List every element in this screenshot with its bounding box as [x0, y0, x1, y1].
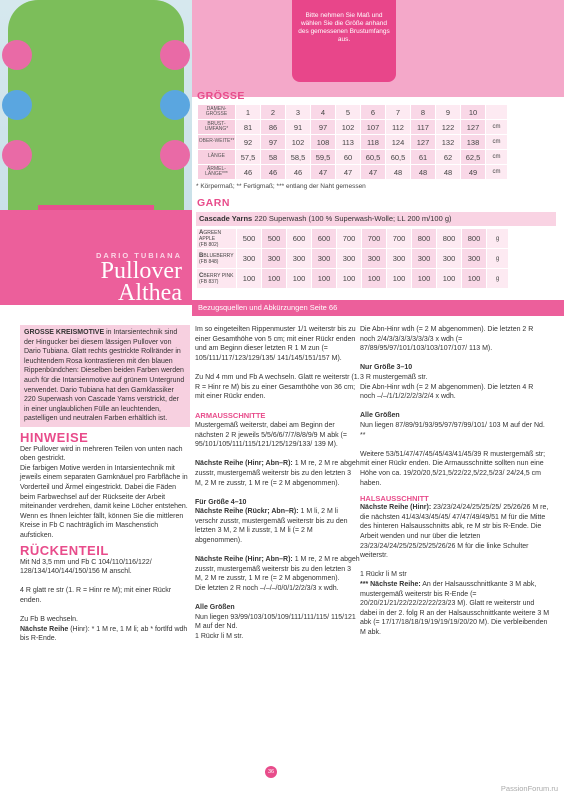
- col3-p7: [360, 580, 550, 638]
- yarn-unit: g: [487, 229, 509, 249]
- size-table: [197, 104, 508, 180]
- heading-halsausschnitt: HALSAUSSCHNITT: [360, 493, 429, 503]
- size-cell: 102: [286, 135, 311, 150]
- yarn-brand: Cascade Yarns: [199, 214, 253, 223]
- yarn-color-ref: (FB 837): [199, 278, 219, 285]
- yarn-cell: 700: [387, 229, 412, 249]
- row-instruction: An der Halsausschnittkante 3 M abk, mustergemäß weiterstr bis R-Ende (= 20/20/21/21/22/22/22/22/23/23 M). Glatt re weiterstr und dabei in der 2. folg R an der Halsausschnittkante weitere 3 M abk (= 17/17/18/18/19/19/19/19/20/20 M). Die verbleibenden M abk.: [360, 581, 550, 636]
- col3-p5: [360, 503, 550, 561]
- yarn-row: [197, 229, 509, 249]
- yarn-cell: 100: [387, 269, 412, 289]
- yarn-cell: 100: [412, 269, 437, 289]
- size-cell: 49: [461, 165, 486, 180]
- size-cell: 112: [386, 120, 411, 135]
- yarn-cell: 700: [337, 229, 362, 249]
- yarn-cell: 100: [462, 269, 487, 289]
- col2-p9: 1 Rückr li M str.: [195, 633, 244, 640]
- green-sweater-image: [8, 0, 184, 225]
- yarn-row: [197, 249, 509, 269]
- col3-size-heading-3-10: Nur Größe 3–10: [360, 364, 413, 372]
- size-unit: cm: [486, 150, 508, 165]
- size-cell: 4: [311, 105, 336, 120]
- size-cell: 118: [361, 135, 386, 150]
- column-3: [360, 325, 550, 647]
- yarn-cell: 700: [362, 229, 387, 249]
- size-cell: 8: [411, 105, 436, 120]
- size-cell: 3: [286, 105, 311, 120]
- yarn-cell: 300: [362, 249, 387, 269]
- yarn-cell: 800: [437, 229, 462, 249]
- heading-hinweise: HINWEISE: [20, 429, 89, 445]
- size-unit: cm: [486, 165, 508, 180]
- size-row-label: OBER-WEITE**: [198, 135, 236, 150]
- yarn-label: [197, 249, 237, 269]
- size-cell: 102: [336, 120, 361, 135]
- yarn-color-ref: (FB 848): [199, 258, 219, 265]
- yarn-cell: 300: [437, 249, 462, 269]
- size-row: [198, 165, 508, 180]
- size-cell: 108: [311, 135, 336, 150]
- row-instruction: (Hinr): * 1 M re, 1 M li; ab * fortlfd wdh bis R-Ende.: [20, 625, 188, 643]
- yarn-cell: 500: [262, 229, 287, 249]
- size-cell: 61: [411, 150, 436, 165]
- page-number: 36: [265, 766, 277, 778]
- rueckenteil-p1: Mit Nd 3,5 mm und Fb C 104/110/116/122/ 128/134/140/144/150/156 M anschl.: [20, 558, 152, 576]
- pattern-title-line2: Althea: [118, 280, 182, 306]
- size-row-label: LÄNGE: [198, 150, 236, 165]
- col2-p8: Nun liegen 93/99/103/105/109/111/111/115/ 115/121 M auf der Nd.: [195, 613, 356, 631]
- size-cell: 127: [411, 135, 436, 150]
- yarn-code: B: [199, 252, 204, 259]
- size-cell: 92: [236, 135, 261, 150]
- size-footnote: * Körpermaß; ** Fertigmaß; *** entlang der Naht gemessen: [196, 183, 366, 190]
- size-cell: 60,5: [361, 150, 386, 165]
- column-2: [195, 325, 360, 651]
- size-cell: 132: [436, 135, 461, 150]
- size-cell: 60: [336, 150, 361, 165]
- row-instruction: 23/23/24/24/25/25/25/ 25/26/26 M re, die nächsten 41/43/43/45/45/ 47/47/49/49/51 M für die Mitte des hinteren Halsausschnitts abk, re M str bis R-Ende. Die Arbeit wenden und nur über die letzten 23/23/24/24/25/25/25/25/26/26 M für die linke Schulter weiterstr.: [360, 504, 549, 560]
- row-label: Nächste Reihe: [20, 625, 69, 633]
- size-cell: 7: [386, 105, 411, 120]
- size-cell: 124: [386, 135, 411, 150]
- size-cell: 97: [261, 135, 286, 150]
- size-cell: 47: [311, 165, 336, 180]
- yarn-color-name: GREEN APPLE: [199, 229, 222, 242]
- rueckenteil-p2: 4 R glatt re str (1. R = Hinr re M); mit einer Rückr enden.: [20, 587, 172, 605]
- intro-text: in Intarsientechnik sind der Hingucker bei diesem lässigen Pullover von Dario Tubiana. Glatt rechts gestrickte Rollränder in leuchtendem Rosa kontrastieren mit den blauen Rippenbündchen: Dieselben beiden Farben werden auch für die Intarsienmotive auf grünem Untergrund verwendet. Dario Tubiana hat den Garnklassiker 220 Superwash von Cascade Yarns verstrickt, der in einer unglaublichen Fülle an leuchtenden, pastelligen und neutralen Farben erhältlich ist.: [24, 329, 185, 423]
- row-label: Nächste Reihe (Hinr; Abn–R):: [195, 460, 293, 468]
- col3-p2a: 3 R mustergemäß str.: [360, 373, 428, 381]
- size-cell: 58,5: [286, 150, 311, 165]
- col2-p2: Zu Nd 4 mm und Fb A wechseln. Glatt re weiterstr (1. R = Hinr re M) bis zu einer Gesamthöhe von 36 cm; mit einer Rückr enden.: [195, 373, 360, 401]
- yarn-cell: 800: [412, 229, 437, 249]
- col3-p6: 1 Rückr li M str: [360, 571, 407, 579]
- size-cell: 47: [361, 165, 386, 180]
- yarn-cell: 100: [437, 269, 462, 289]
- size-cell: 9: [436, 105, 461, 120]
- size-row: [198, 135, 508, 150]
- sweater-circle-motif: [2, 40, 32, 70]
- size-cell: 86: [261, 120, 286, 135]
- yarn-cell: 300: [237, 249, 262, 269]
- size-cell: 5: [336, 105, 361, 120]
- size-cell: 1: [236, 105, 261, 120]
- designer-name: DARIO TUBIANA: [96, 251, 182, 260]
- sweater-circle-motif: [2, 140, 32, 170]
- yarn-code: A: [199, 229, 204, 236]
- size-cell: 2: [261, 105, 286, 120]
- size-cell: 62: [436, 150, 461, 165]
- col2-size-heading-all: Alle Größen: [195, 604, 235, 612]
- yarn-cell: 100: [287, 269, 312, 289]
- col2-p5: [195, 507, 360, 545]
- yarn-cell: 300: [312, 249, 337, 269]
- size-cell: 138: [461, 135, 486, 150]
- size-cell: 57,5: [236, 150, 261, 165]
- size-cell: 58: [261, 150, 286, 165]
- row-instruction: 1 M re, 2 M re abgeh zusstr, mustergemäß weiterstr bis zu den letzten 3 M, 2 M re zusstr, 1 M re (= 2 M abgenommen).: [195, 460, 360, 487]
- size-row: [198, 150, 508, 165]
- reference-bar: Bezugsquellen und Abkürzungen Seite 66: [192, 300, 564, 316]
- sweater-circle-motif: [2, 90, 32, 120]
- size-cell: 48: [436, 165, 461, 180]
- size-unit: [486, 105, 508, 120]
- row-label: Nächste Reihe (Hinr; Abn–R):: [195, 556, 293, 564]
- yarn-table: [196, 228, 509, 289]
- heading-rueckenteil: RÜCKENTEIL: [20, 543, 109, 559]
- size-unit: cm: [486, 135, 508, 150]
- size-cell: 127: [461, 120, 486, 135]
- hinweise-p1: Der Pullover wird in mehreren Teilen von unten nach oben gestrickt.: [20, 445, 183, 463]
- sweater-circle-motif: [160, 40, 190, 70]
- yarn-cell: 100: [312, 269, 337, 289]
- rueckenteil-p4: [20, 625, 190, 644]
- size-cell: 48: [411, 165, 436, 180]
- sweater-circle-motif: [160, 90, 190, 120]
- yarn-color-ref: (FB 802): [199, 241, 219, 248]
- yarn-unit: g: [487, 249, 509, 269]
- col2-p3: Mustergemäß weiterstr, dabei am Beginn der nächsten 2 R jeweils 5/5/6/6/7/7/8/8/9/9 M abk (= 95/101/105/111/115/121/125/129/133/ 139 M).: [195, 421, 347, 449]
- measure-note: Bitte nehmen Sie Maß und wählen Sie die Größe anhand des gemessenen Brustumfangs aus.: [292, 0, 396, 82]
- yarn-code: C: [199, 272, 204, 279]
- size-cell: 81: [236, 120, 261, 135]
- size-cell: 48: [386, 165, 411, 180]
- yarn-description: 220 Superwash (100 % Superwash-Wolle; LL 200 m/100 g): [252, 214, 452, 223]
- col3-size-heading-all: Alle Größen: [360, 412, 400, 420]
- row-instruction: 1 M re, 2 M re abgeh zusstr, mustergemäß weiterstr bis zu den letzten 3 M, 2 M re zusstr, 1 M re (= 2 M abgenommen).: [195, 556, 360, 583]
- yarn-cell: 800: [462, 229, 487, 249]
- yarn-label: [197, 229, 237, 249]
- size-cell: 97: [311, 120, 336, 135]
- yarn-cell: 300: [287, 249, 312, 269]
- row-label: Nächste Reihe (Hinr):: [360, 504, 432, 512]
- size-cell: 122: [436, 120, 461, 135]
- yarn-color-name: BERRY PINK: [203, 272, 234, 279]
- size-cell: 113: [336, 135, 361, 150]
- watermark: PassionForum.ru: [500, 784, 558, 793]
- yarn-label: [197, 269, 237, 289]
- intro-lead: GROSSE KREISMOTIVE: [24, 329, 105, 336]
- col2-p4: [195, 459, 360, 488]
- col2-size-heading-4-10: Für Größe 4–10: [195, 498, 247, 506]
- yarn-unit: g: [487, 269, 509, 289]
- col2-p6: [195, 555, 360, 584]
- yarn-cell: 100: [362, 269, 387, 289]
- yarn-cell: 600: [312, 229, 337, 249]
- row-instruction: 1 M li, 2 M li verschr zusstr, mustergemäß weiterstr bis zu den letzten 3 M, 2 M li zusstr, 1 M li (= 2 M abgenommen).: [195, 508, 348, 545]
- size-cell: 107: [361, 120, 386, 135]
- col3-p1: Die Abn-Hinr wdh (= 2 M abgenommen). Die letzten 2 R noch 2/4/3/3/3/3/3/3/3/3 x wdh (= 87/89/95/97/101/103/103/107/107/ 113 M).: [360, 326, 534, 353]
- size-cell: 91: [286, 120, 311, 135]
- col2-p1: Im so eingeteilten Rippenmuster 1/1 weiterstr bis zu einer Gesamthöhe von 5 cm; mit einer Rückr enden und am Beginn dieser letzten R 1 M zun (= 105/111/117/123/129/135/ 141/145/151/157 M).: [195, 326, 356, 362]
- yarn-cell: 100: [237, 269, 262, 289]
- size-row: [198, 105, 508, 120]
- intro-box: [20, 325, 190, 427]
- yarn-row: [197, 269, 509, 289]
- size-cell: 46: [261, 165, 286, 180]
- rueckenteil-p3: Zu Fb B wechseln.: [20, 616, 78, 624]
- size-cell: 46: [236, 165, 261, 180]
- yarn-cell: 600: [287, 229, 312, 249]
- size-row-label: ÄRMEL-LÄNGE***: [198, 165, 236, 180]
- size-cell: 117: [411, 120, 436, 135]
- row-label: *** Nächste Reihe:: [360, 581, 421, 589]
- sweater-circle-motif: [160, 140, 190, 170]
- yarn-header: [196, 212, 556, 226]
- size-section-title: GRÖSSE: [197, 90, 245, 102]
- yarn-cell: 500: [237, 229, 262, 249]
- pattern-title-line1: Pullover: [100, 258, 182, 284]
- size-row-label: BRUST-UMFANG*: [198, 120, 236, 135]
- size-cell: 46: [286, 165, 311, 180]
- heading-armausschnitte: ARMAUSSCHNITTE: [195, 411, 266, 421]
- yarn-cell: 300: [412, 249, 437, 269]
- col3-p3: Nun liegen 87/89/91/93/95/97/97/99/101/ 103 M auf der Nd. **: [360, 421, 545, 439]
- size-unit: cm: [486, 120, 508, 135]
- col3-p4: Weitere 53/51/47/47/45/45/43/41/45/39 R mustergemäß str; mit einer Rückr enden. Die Armausschnitte sollten nun eine Höhe von ca. 19/20/20,5/21,5/22/22,5/22,5/23/ 24/24,5 cm haben.: [360, 450, 546, 487]
- yarn-cell: 300: [387, 249, 412, 269]
- size-cell: 6: [361, 105, 386, 120]
- yarn-cell: 100: [262, 269, 287, 289]
- row-label: Nächste Reihe (Rückr; Abn–R):: [195, 508, 299, 516]
- size-cell: 60,5: [386, 150, 411, 165]
- col2-p7: Die letzten 2 R noch –/–/–/0/0/1/2/2/3/3 x wdh.: [195, 585, 339, 593]
- yarn-color-name: BLUEBERRY: [203, 252, 234, 259]
- yarn-section-title: GARN: [197, 197, 230, 209]
- yarn-cell: 100: [337, 269, 362, 289]
- size-cell: 47: [336, 165, 361, 180]
- column-1: [20, 325, 190, 654]
- size-row: [198, 120, 508, 135]
- size-row-label: DAMEN-GRÖSSE: [198, 105, 236, 120]
- hinweise-p2: Die farbigen Motive werden in Intarsientechnik mit jeweils einem separaten Garnknäuel pro Farbfläche in Vorderteil und Ärmel eingestrickt. Dabei die Fäden beim Farbwechsel auf der Rückseite der Arbeit miteinander verdrehen, damit keine Löcher entstehen. Wenn es Ihnen leichter fällt, können Sie die mittleren Kreise in Fb C nachträglich im Maschenstich aufsticken.: [20, 464, 188, 539]
- yarn-cell: 300: [262, 249, 287, 269]
- size-cell: 59,5: [311, 150, 336, 165]
- size-cell: 10: [461, 105, 486, 120]
- size-cell: 62,5: [461, 150, 486, 165]
- yarn-cell: 300: [337, 249, 362, 269]
- yarn-cell: 300: [462, 249, 487, 269]
- col3-p2b: Die Abn-Hinr wdh (= 2 M abgenommen). Die letzten 4 R noch –/–/1/1/2/2/2/3/2/4 x wdh.: [360, 383, 534, 401]
